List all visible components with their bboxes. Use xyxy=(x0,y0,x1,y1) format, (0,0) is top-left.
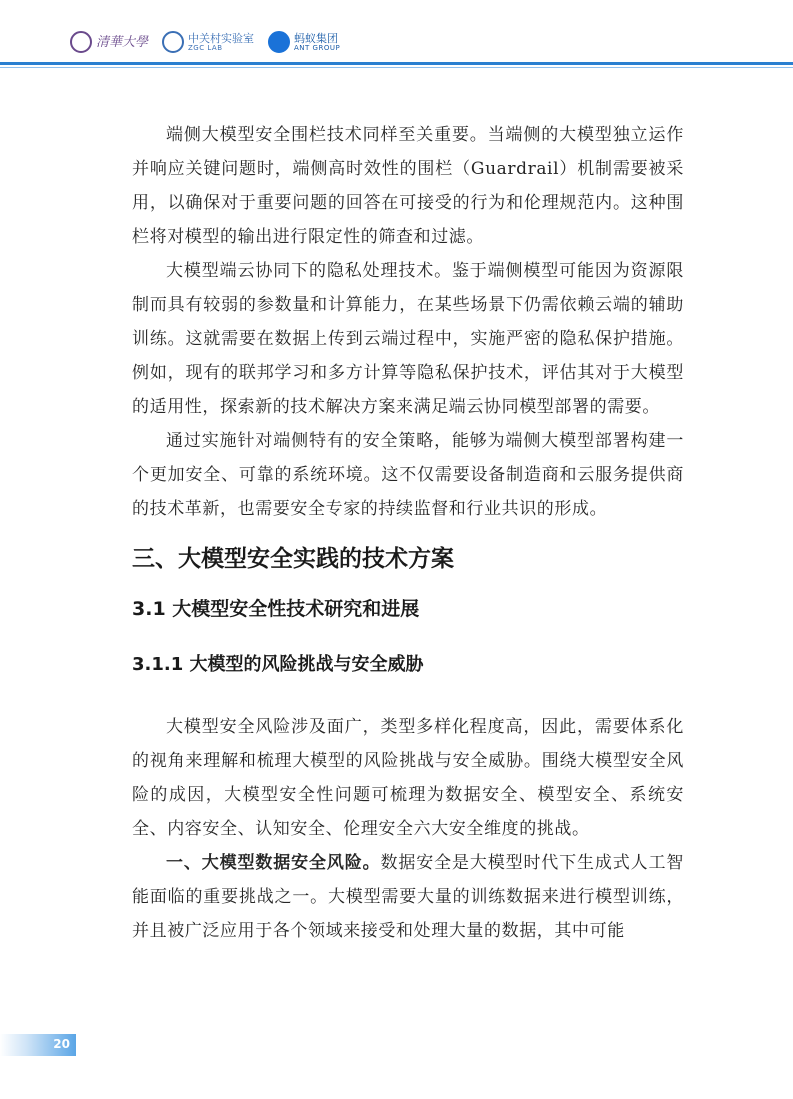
zgc-emblem-icon xyxy=(162,31,184,53)
logo-bar xyxy=(70,28,340,56)
subsection-title: 3.1 大模型安全性技术研究和进展 xyxy=(132,598,420,620)
header-rule-thin xyxy=(0,67,793,68)
ant-group-logo xyxy=(268,31,340,53)
section-title: 三、大模型安全实践的技术方案 xyxy=(132,546,454,572)
page-number-tab xyxy=(0,1034,76,1056)
paragraph-guardrail: 端侧大模型安全围栏技术同样至关重要。当端侧的大模型独立运作并响应关键问题时，端侧高时效性的围栏（Guardrail）机制需要被采用，以确保对于重要问题的回答在可接受的行为和伦理规范内。这种围栏将对模型的输出进行限定性的筛查和过滤。 xyxy=(132,125,684,247)
header-rule xyxy=(0,62,793,65)
zgc-lab-logo xyxy=(162,31,254,53)
zgc-logo-name: 中关村实验室 xyxy=(188,31,255,45)
data-security-lead: 一、大模型数据安全风险。 xyxy=(166,853,381,873)
page-content xyxy=(132,118,684,948)
ant-logo-sub: ANT GROUP xyxy=(294,43,341,52)
tsinghua-logo-text: 清華大學 xyxy=(96,34,149,50)
tsinghua-logo xyxy=(70,31,148,53)
ant-logo-name: 蚂蚁集团 xyxy=(294,31,339,45)
tsinghua-seal-icon xyxy=(70,31,92,53)
data-security-text: 数据安全是大模型时代下生成式人工智能面临的重要挑战之一。大模型需要大量的训练数据来进行模型训练，并且被广泛应用于各个领域来接受和处理大量的数据，其中可能 xyxy=(132,853,685,941)
paragraph-data-security xyxy=(132,846,684,948)
zgc-logo-sub: ZGC LAB xyxy=(188,43,223,52)
paragraph-strategy: 通过实施针对端侧特有的安全策略，能够为端侧大模型部署构建一个更加安全、可靠的系统环境。这不仅需要设备制造商和云服务提供商的技术革新，也需要安全专家的持续监督和行业共识的形成。 xyxy=(132,431,684,519)
paragraph-privacy: 大模型端云协同下的隐私处理技术。鉴于端侧模型可能因为资源限制而具有较弱的参数量和计算能力，在某些场景下仍需依赖云端的辅助训练。这就需要在数据上传到云端过程中，实施严密的隐私保护措施。例如，现有的联邦学习和多方计算等隐私保护技术，评估其对于大模型的适用性，探索新的技术解决方案来满足端云协同模型部署的需要。 xyxy=(132,261,684,417)
page-header xyxy=(0,0,793,70)
subsubsection-title: 3.1.1 大模型的风险挑战与安全威胁 xyxy=(132,654,424,675)
paragraph-risk-overview: 大模型安全风险涉及面广，类型多样化程度高，因此，需要体系化的视角来理解和梳理大模型的风险挑战与安全威胁。围绕大模型安全风险的成因，大模型安全性问题可梳理为数据安全、模型安全、系统安全、内容安全、认知安全、伦理安全六大安全维度的挑战。 xyxy=(132,717,684,839)
ant-group-icon xyxy=(268,31,290,53)
page-number: 20 xyxy=(53,1037,70,1051)
